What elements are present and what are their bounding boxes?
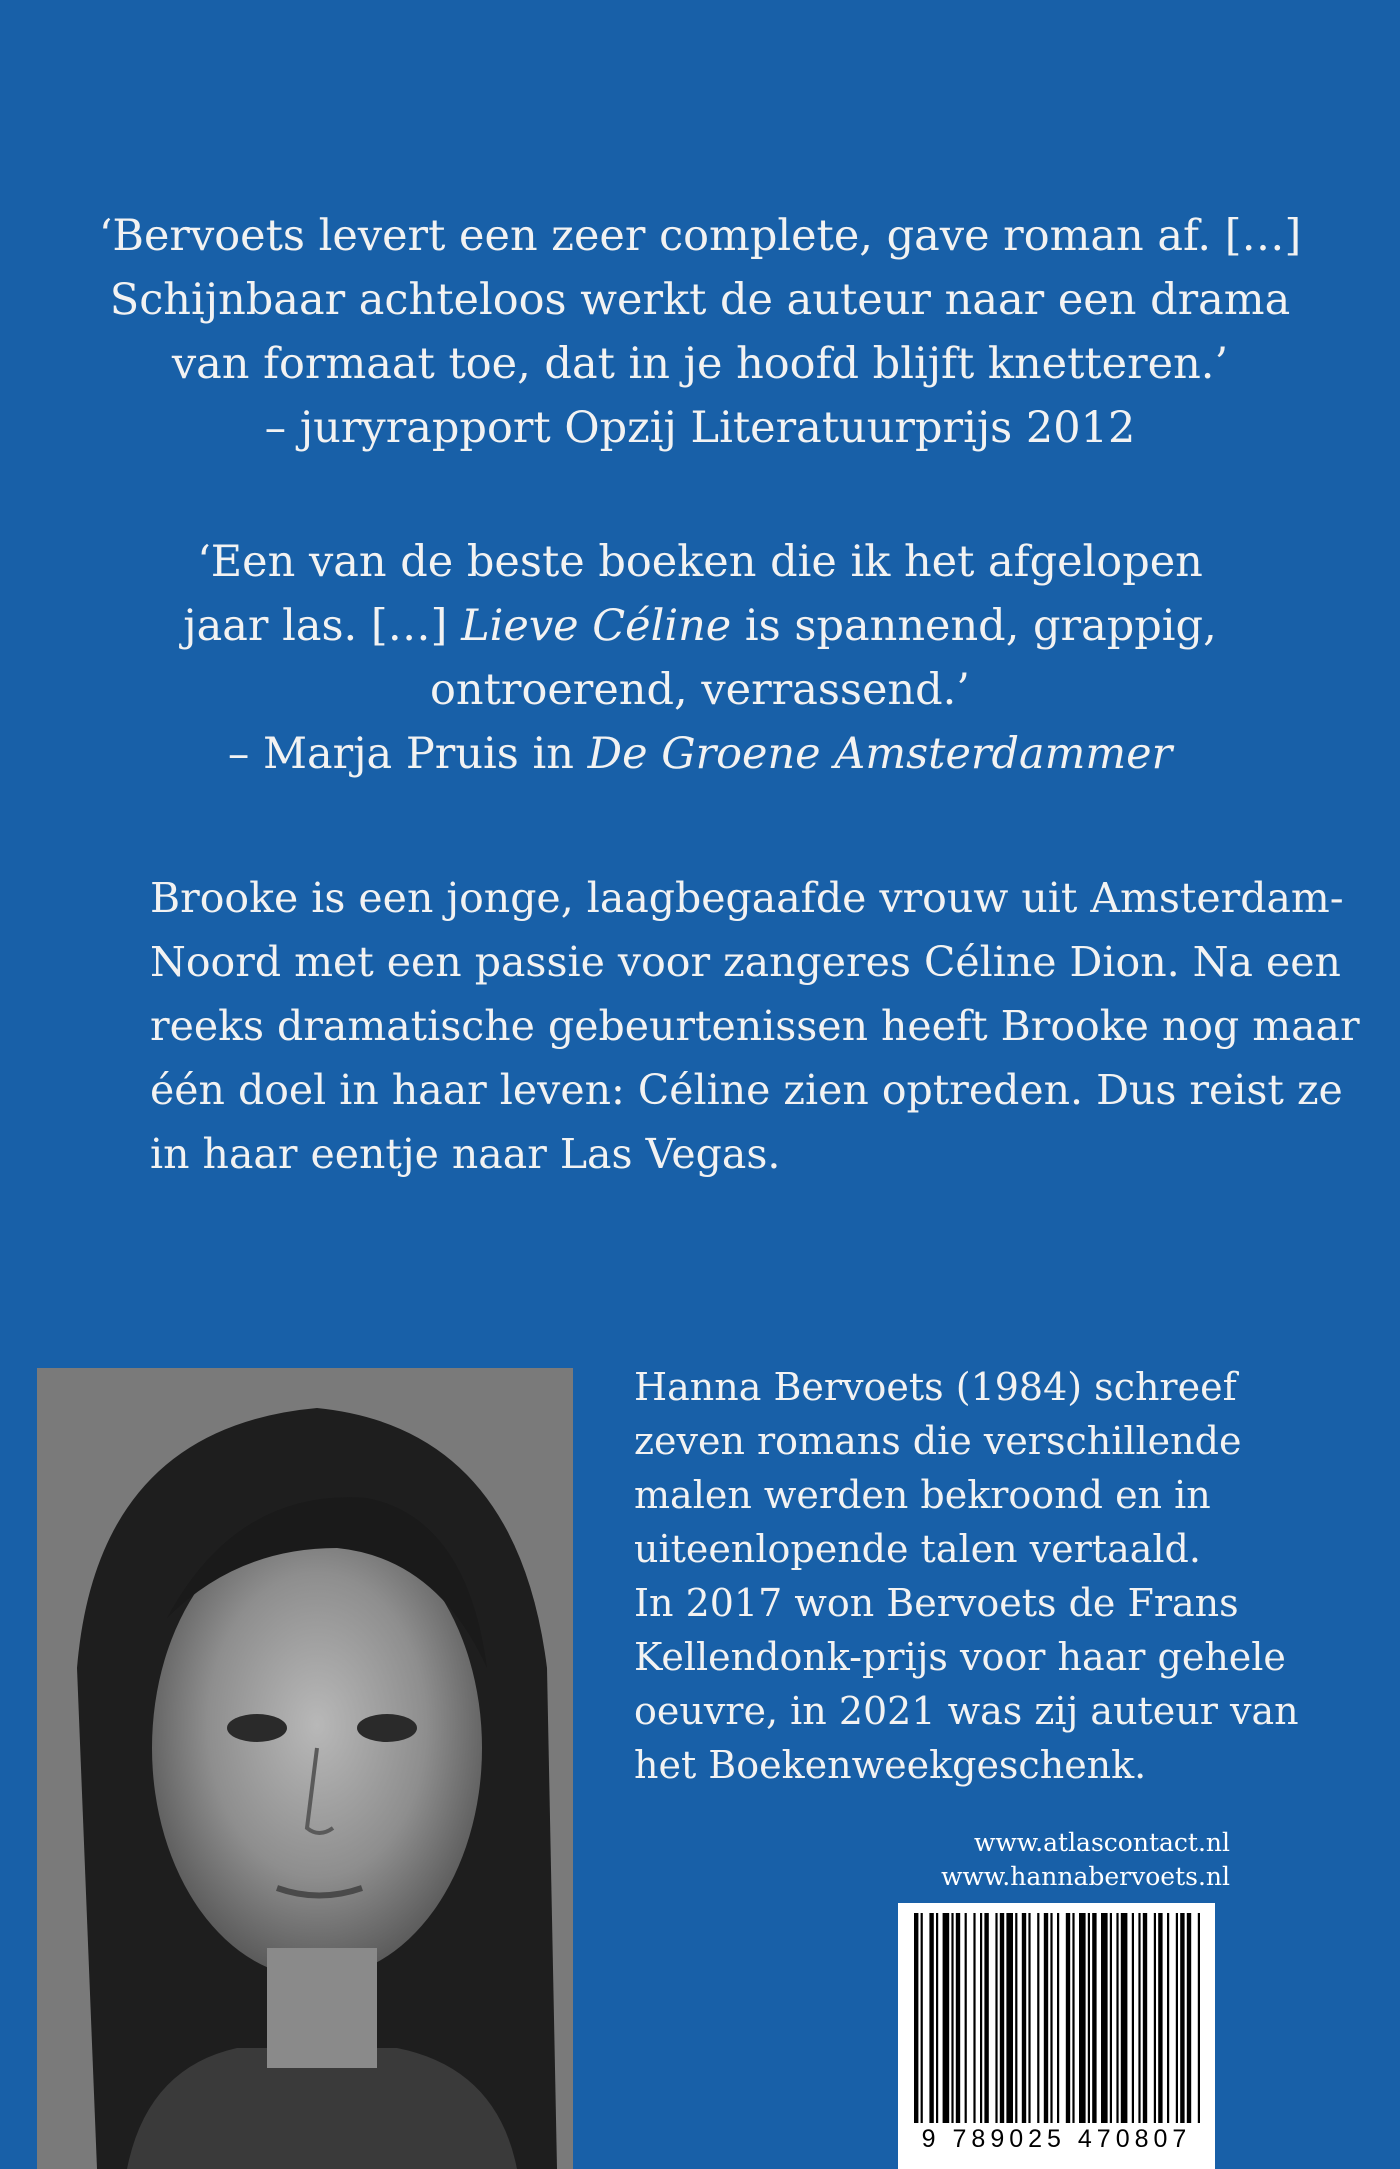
barcode-bar: [914, 1913, 918, 2123]
blurb-line: Noord met een passie voor zangeres Céline Dion. Na een: [150, 938, 1341, 986]
barcode-bar: [1044, 1913, 1048, 2123]
barcode-bar: [943, 1913, 950, 2123]
quote-line: van formaat toe, dat in je hoofd blijft knetteren.’: [171, 339, 1229, 389]
quote-line: Schijnbaar achteloos werkt de auteur naar een drama: [109, 275, 1291, 325]
barcode-icon: [898, 1903, 1215, 2125]
barcode-bar: [984, 1913, 988, 2123]
barcode-bar: [1022, 1913, 1026, 2123]
barcode-bar: [951, 1913, 953, 2123]
barcode-bar: [1028, 1913, 1030, 2123]
barcode-bar: [1006, 1913, 1013, 2123]
quote-line: ‘Bervoets levert een zeer complete, gave roman af. […]: [98, 211, 1302, 261]
isbn-number: 9 789025 470807: [921, 2125, 1192, 2153]
barcode-bar: [1000, 1913, 1004, 2123]
isbn-barcode: [898, 1903, 1215, 2169]
barcode-bar: [965, 1913, 967, 2123]
bio-line: Kellendonk-prijs voor haar gehele: [634, 1635, 1286, 1679]
barcode-bar: [1079, 1913, 1086, 2123]
author-photo: [37, 1368, 573, 2169]
barcode-bar: [1050, 1913, 1052, 2123]
quote-line: ‘Een van de beste boeken die ik het afgelopen: [197, 537, 1203, 587]
barcode-bar: [1154, 1913, 1156, 2123]
barcode-bar: [973, 1913, 975, 2123]
barcode-bar: [1138, 1913, 1140, 2123]
author-bio: [634, 1360, 1354, 1792]
blurb-line: één doel in haar leven: Céline zien optreden. Dus reist ze: [150, 1066, 1343, 1114]
quote-attribution: – Marja Pruis in De Groene Amsterdammer: [227, 729, 1173, 779]
barcode-bar: [1187, 1913, 1191, 2123]
barcode-bar: [1066, 1913, 1070, 2123]
barcode-bar: [1143, 1913, 1147, 2123]
book-blurb: [150, 866, 1360, 1186]
author-portrait-icon: [37, 1368, 573, 2169]
review-quote-2: [0, 530, 1400, 786]
barcode-bar: [1072, 1913, 1074, 2123]
author-url[interactable]: www.hannabervoets.nl: [941, 1862, 1230, 1891]
barcode-bar: [1015, 1913, 1017, 2123]
blurb-line: Brooke is een jonge, laagbegaafde vrouw uit Amsterdam-: [150, 874, 1344, 922]
barcode-bar: [1158, 1913, 1162, 2123]
barcode-bar: [1092, 1913, 1096, 2123]
quote-attribution: – juryrapport Opzij Literatuurprijs 2012: [264, 403, 1136, 453]
quote-line: ontroerend, verrassend.’: [430, 665, 970, 715]
bio-line: Hanna Bervoets (1984) schreef: [634, 1365, 1237, 1409]
barcode-bar: [1167, 1913, 1169, 2123]
barcode-bar: [1176, 1913, 1178, 2123]
barcode-bar: [1198, 1913, 1200, 2123]
barcode-bar: [1180, 1913, 1184, 2123]
barcode-bar: [980, 1913, 982, 2123]
barcode-bar: [956, 1913, 960, 2123]
barcode-bar: [1110, 1913, 1112, 2123]
barcode-bar: [1088, 1913, 1090, 2123]
barcode-bar: [1132, 1913, 1134, 2123]
publication-title: De Groene Amsterdammer: [587, 729, 1173, 779]
bio-line: uiteenlopende talen vertaald.: [634, 1527, 1201, 1571]
blurb-line: reeks dramatische gebeurtenissen heeft Brooke nog maar: [150, 1002, 1360, 1050]
barcode-bar: [936, 1913, 938, 2123]
website-links: [941, 1826, 1230, 1894]
barcode-bar: [1057, 1913, 1059, 2123]
barcode-bar: [1037, 1913, 1039, 2123]
bio-line: malen werden bekroond en in: [634, 1473, 1211, 1517]
barcode-bar: [1101, 1913, 1108, 2123]
book-title: Lieve Céline: [461, 601, 732, 651]
bio-line: zeven romans die verschillende: [634, 1419, 1242, 1463]
bio-line: het Boekenweekgeschenk.: [634, 1743, 1147, 1787]
barcode-bar: [1121, 1913, 1128, 2123]
barcode-bar: [1116, 1913, 1118, 2123]
publisher-url[interactable]: www.atlascontact.nl: [973, 1828, 1230, 1857]
barcode-bar: [921, 1913, 923, 2123]
barcode-bar: [929, 1913, 933, 2123]
barcode-bar: [995, 1913, 997, 2123]
bio-line: In 2017 won Bervoets de Frans: [634, 1581, 1239, 1625]
quote-line: jaar las. […] Lieve Céline is spannend, grappig,: [183, 601, 1217, 651]
blurb-line: in haar eentje naar Las Vegas.: [150, 1130, 781, 1178]
bio-line: oeuvre, in 2021 was zij auteur van: [634, 1689, 1299, 1733]
review-quote-1: [0, 204, 1400, 460]
